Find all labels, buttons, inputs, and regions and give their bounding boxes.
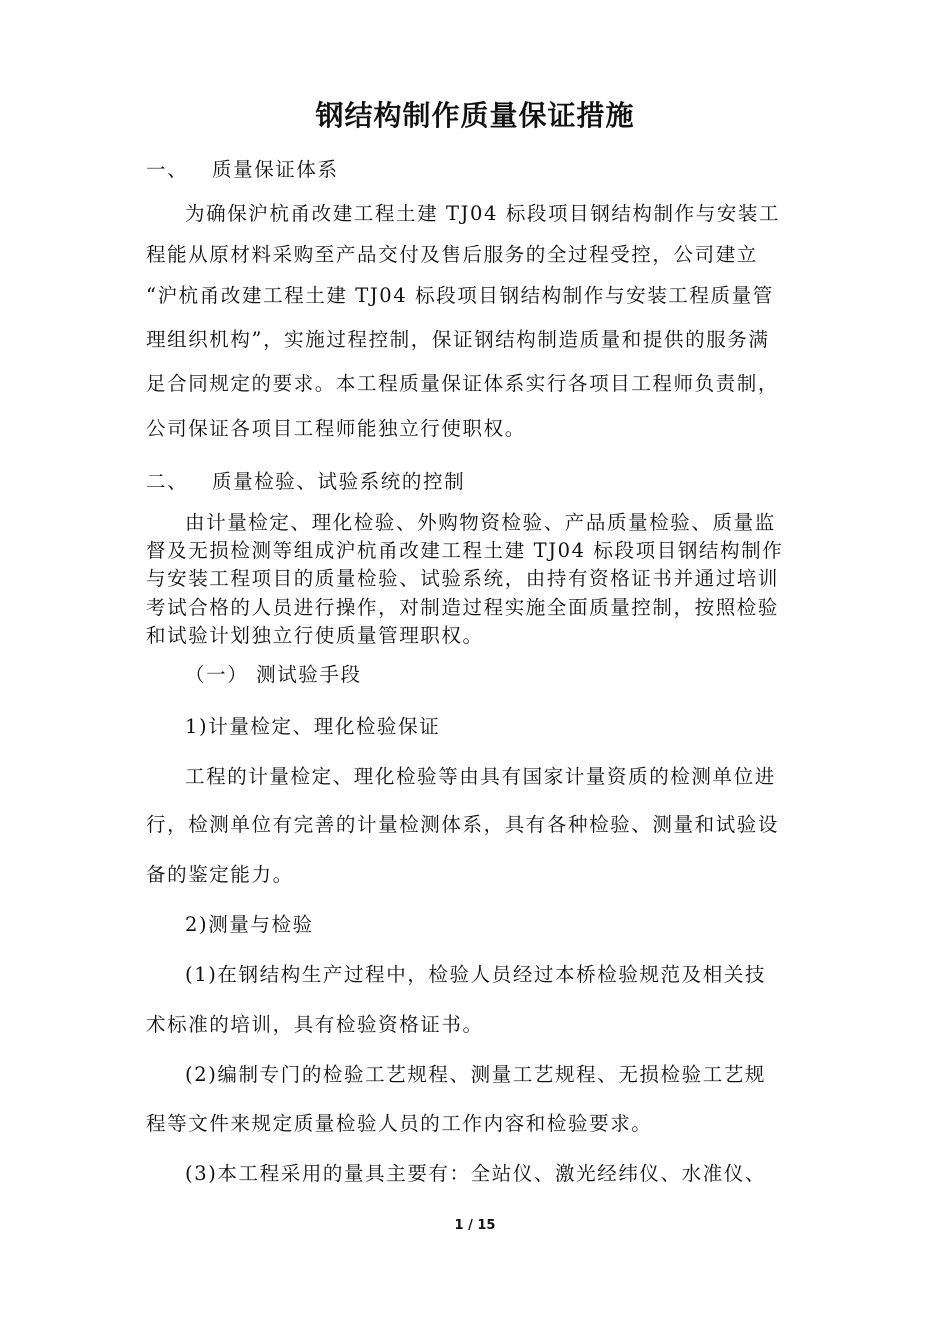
paragraph-line: (3)本工程采用的量具主要有：全站仪、激光经纬仪、水准仪、 bbox=[185, 1162, 767, 1185]
paragraph-line: 程能从原材料采购至产品交付及售后服务的全过程受控，公司建立 bbox=[146, 243, 758, 266]
subsection-heading: （一） 测试验手段 bbox=[185, 663, 362, 686]
paragraph-line: 备的鉴定能力。 bbox=[146, 863, 294, 886]
paragraph-line: 公司保证各项目工程师能独立行使职权。 bbox=[146, 417, 526, 440]
paragraph-line: 由计量检定、理化检验、外购物资检验、产品质量检验、质量监 bbox=[185, 511, 776, 534]
item-1-heading: 1)计量检定、理化检验保证 bbox=[185, 715, 441, 738]
document-title: 钢结构制作质量保证措施 bbox=[315, 99, 635, 132]
section-2-heading bbox=[146, 470, 465, 494]
section-1-title: 质量保证体系 bbox=[212, 158, 339, 181]
paragraph-line: 行，检测单位有完善的计量检测体系，具有各种检验、测量和试验设 bbox=[146, 813, 780, 836]
paragraph-line: 理组织机构”，实施过程控制，保证钢结构制造质量和提供的服务满 bbox=[146, 328, 770, 351]
paragraph-line: 程等文件来规定质量检验人员的工作内容和检验要求。 bbox=[146, 1112, 653, 1135]
page-number: 1 / 15 bbox=[454, 1218, 496, 1233]
paragraph-line: 工程的计量检定、理化检验等由具有国家计量资质的检测单位进 bbox=[185, 765, 776, 788]
paragraph-line: 和试验计划独立行使质量管理职权。 bbox=[146, 624, 484, 647]
section-1-heading bbox=[146, 158, 339, 182]
paragraph-line: 为确保沪杭甬改建工程土建 TJ04 标段项目钢结构制作与安装工 bbox=[185, 202, 781, 225]
paragraph-line: 考试合格的人员进行操作，对制造过程实施全面质量控制，按照检验 bbox=[146, 596, 780, 619]
section-2-number: 二、 bbox=[146, 470, 189, 493]
section-2-title: 质量检验、试验系统的控制 bbox=[212, 470, 466, 493]
paragraph-line: 术标准的培训，具有检验资格证书。 bbox=[146, 1013, 484, 1036]
paragraph-line: (2)编制专门的检验工艺规程、测量工艺规程、无损检验工艺规 bbox=[185, 1063, 767, 1086]
section-1-number: 一、 bbox=[146, 158, 189, 181]
paragraph-line: 督及无损检测等组成沪杭甬改建工程土建 TJ04 标段项目钢结构制作 bbox=[146, 539, 784, 562]
paragraph-line: “沪杭甬改建工程土建 TJ04 标段项目钢结构制作与安装工程质量管 bbox=[146, 284, 774, 307]
item-2-heading: 2)测量与检验 bbox=[185, 913, 314, 936]
paragraph-line: 与安装工程项目的质量检验、试验系统，由持有资格证书并通过培训 bbox=[146, 567, 780, 590]
paragraph-line: (1)在钢结构生产过程中，检验人员经过本桥检验规范及相关技 bbox=[185, 963, 767, 986]
paragraph-line: 足合同规定的要求。本工程质量保证体系实行各项目工程师负责制， bbox=[146, 372, 780, 395]
